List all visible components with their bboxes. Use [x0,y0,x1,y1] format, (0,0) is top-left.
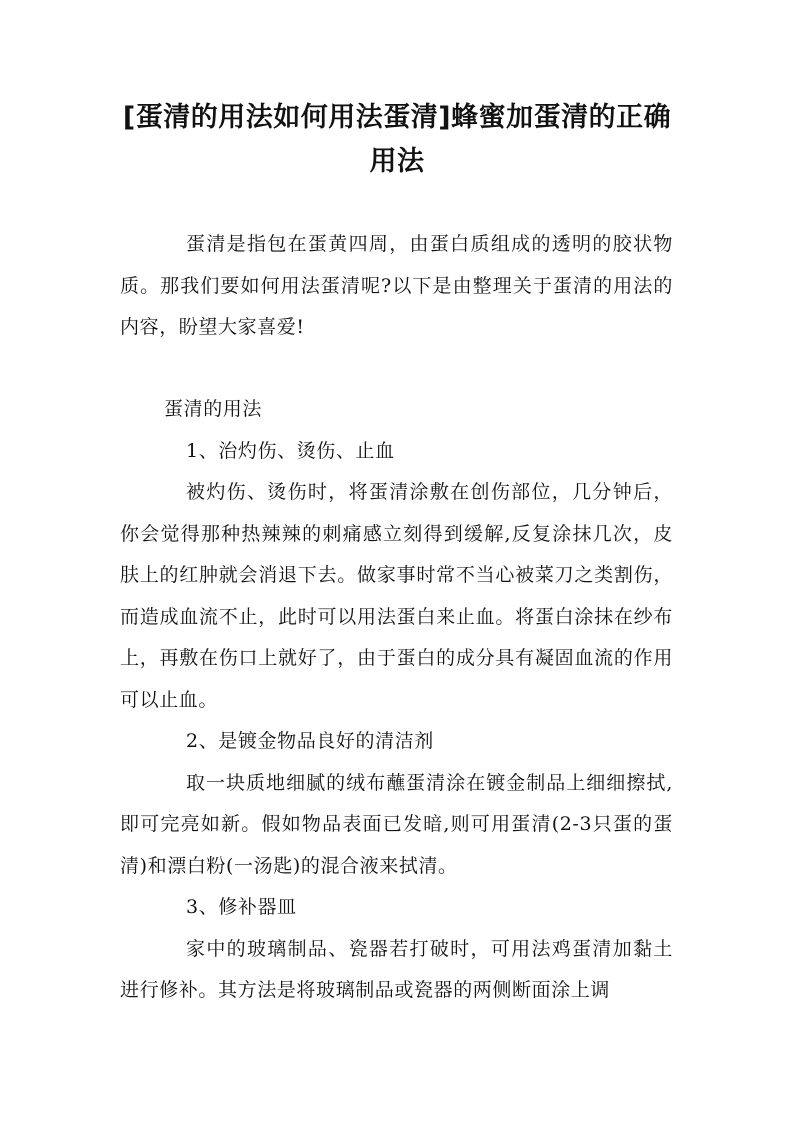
content-block [120,389,673,1012]
item-paragraph-3: 家中的玻璃制品、瓷器若打破时，可用法鸡蛋清加黏土进行修补。其方法是将玻璃制品或瓷器的两侧断面涂上调 [120,937,673,1001]
section-title: 蛋清的用法 [164,398,263,420]
intro-block [120,224,673,349]
item-paragraph-2: 取一块质地细腻的绒布蘸蛋清涂在镀金制品上细细擦拭,即可完亮如新。假如物品表面已发暗,则可用蛋清(2-3只蛋的蛋清)和漂白粉(一汤匙)的混合液来拭清。 [120,771,673,877]
intro-paragraph: 蛋清是指包在蛋黄四周，由蛋白质组成的透明的胶状物质。那我们要如何用法蛋清呢?以下是由整理关于蛋清的用法的内容，盼望大家喜爱! [120,233,673,338]
document-title: [蛋清的用法如何用法蛋清]蜂蜜加蛋清的正确用法 [122,102,672,177]
item-heading-2: 2、是镀金物品良好的清洁剂 [186,730,434,752]
item-heading-1: 1、治灼伤、烫伤、止血 [186,439,395,462]
item-heading-3: 3、修补器皿 [186,896,297,918]
item-paragraph-1: 被灼伤、烫伤时，将蛋清涂敷在创伤部位，几分钟后，你会觉得那种热辣辣的刺痛感立刻得到缓解,反复涂抹几次，皮肤上的红肿就会消退下去。做家事时常不当心被菜刀之类割伤，而造成血流不止，此时可以用法蛋白来止血。将蛋白涂抹在纱布上，再敷在伤口上就好了，由于蛋白的成分具有凝固血流的作用可以止血。 [120,481,673,711]
